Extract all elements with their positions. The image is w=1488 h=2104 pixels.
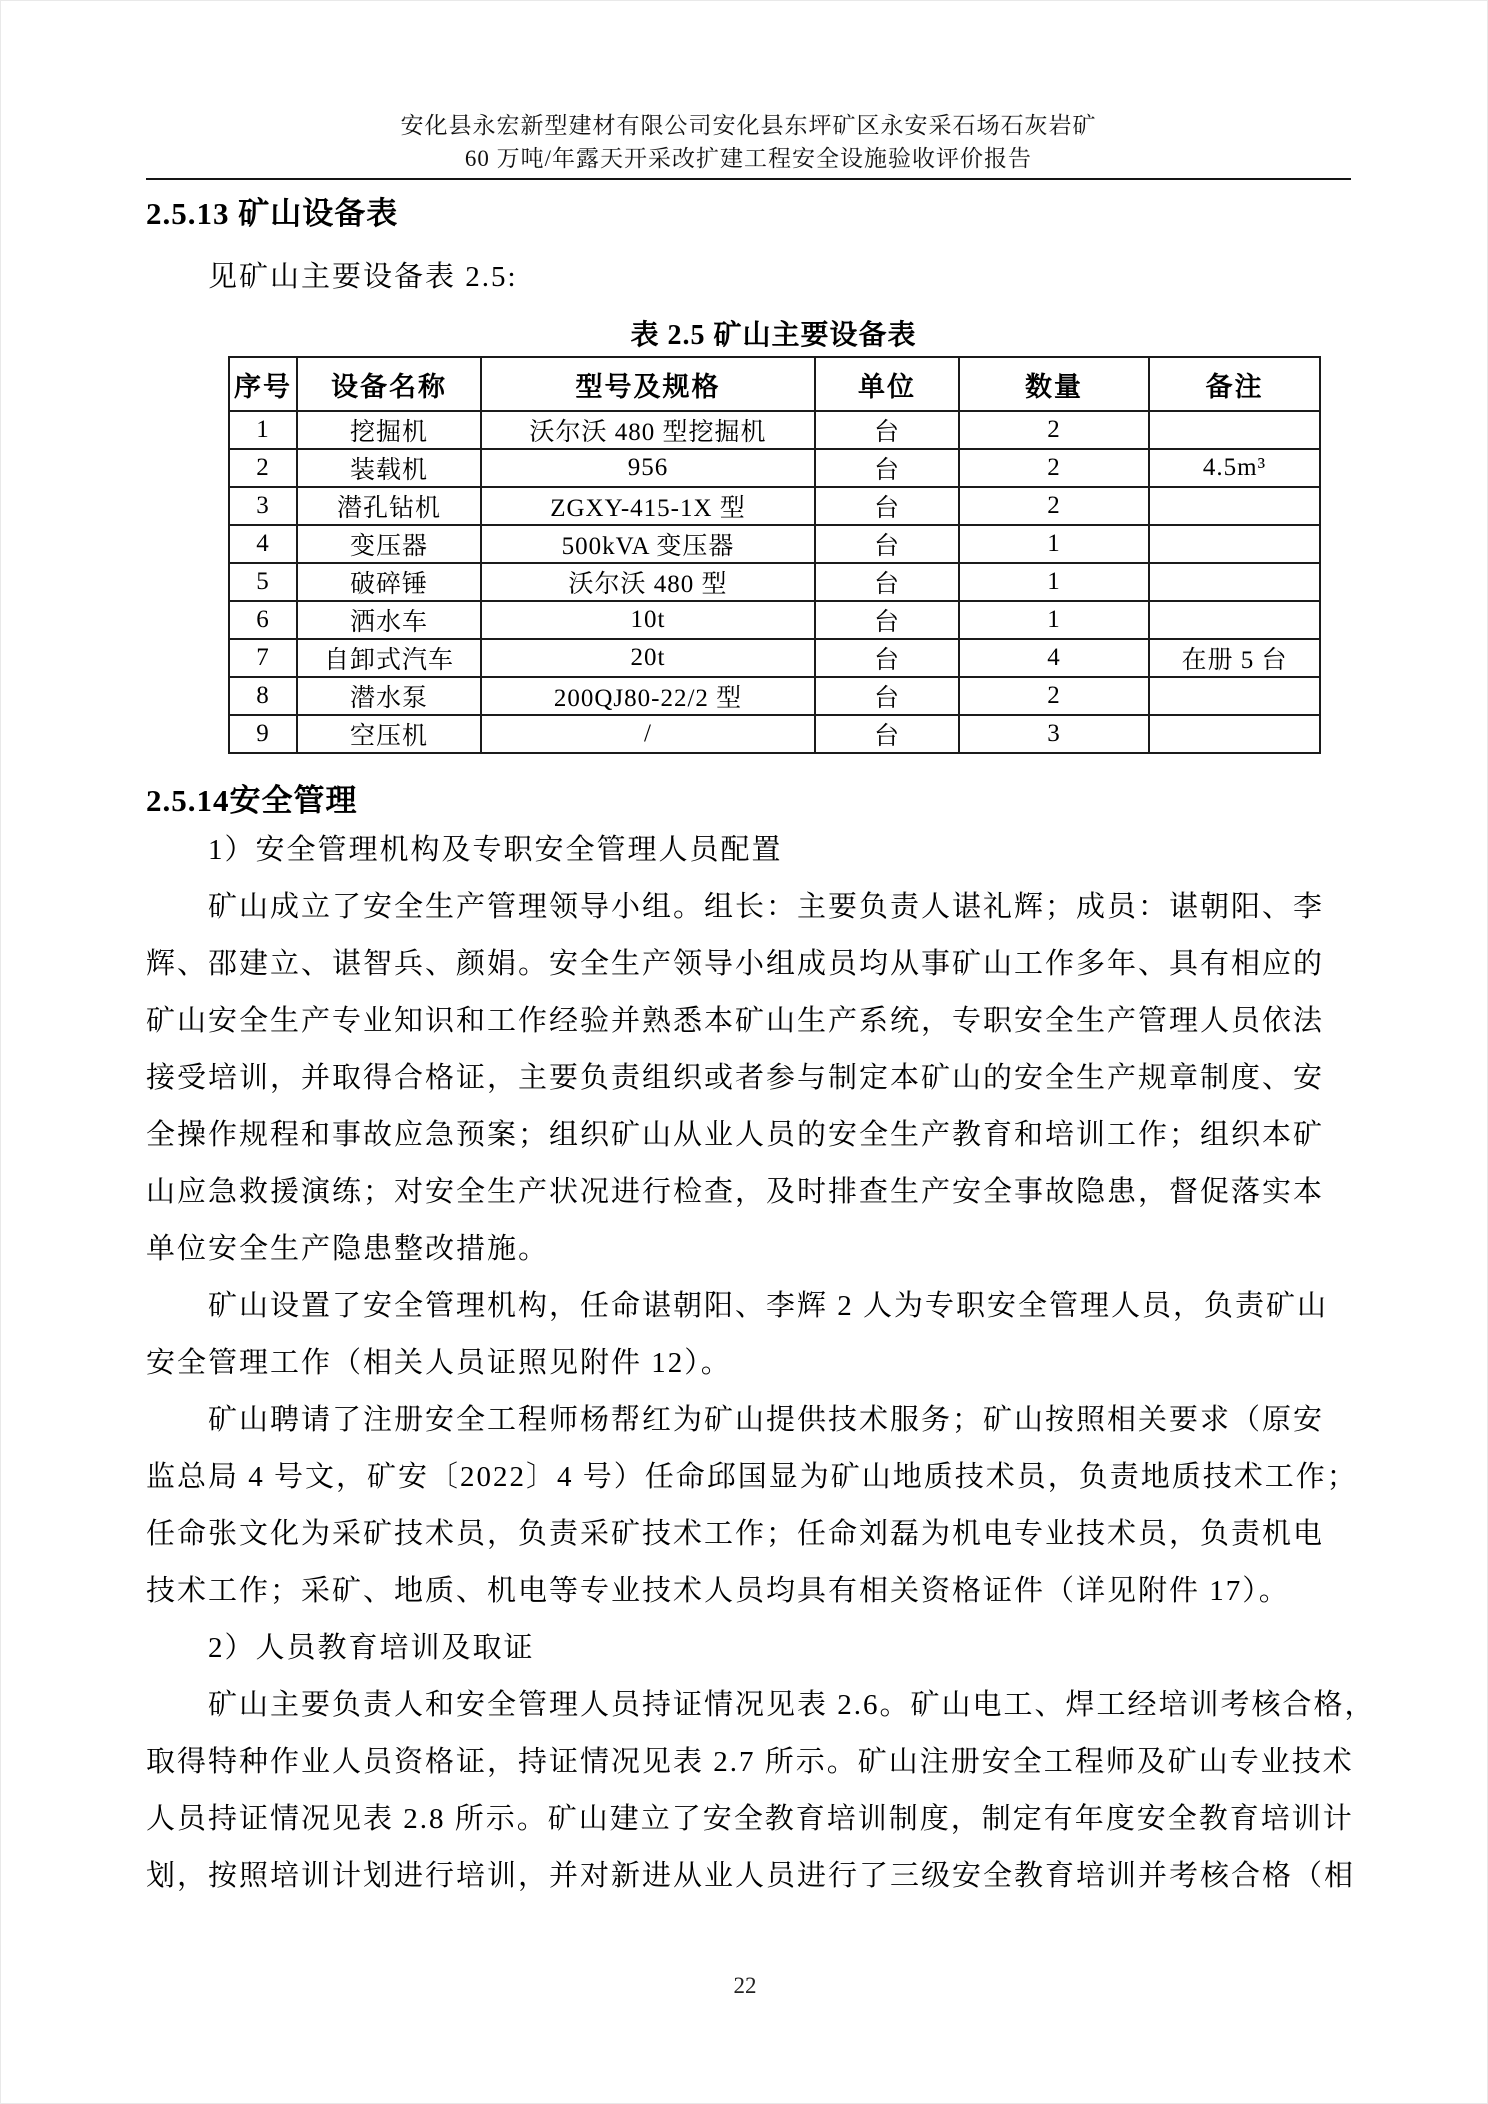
col-header-index: 序号: [229, 357, 297, 411]
section-heading-2-5-14: 2.5.14安全管理: [146, 783, 358, 818]
cell-unit: 台: [815, 563, 959, 601]
cell-remark: [1149, 411, 1320, 449]
cell-unit: 台: [815, 449, 959, 487]
section-heading-2-5-13: 2.5.13 矿山设备表: [146, 196, 399, 231]
cell-model-spec: 20t: [481, 639, 815, 677]
table-row: [229, 525, 1320, 563]
cell-quantity: 2: [959, 487, 1149, 525]
cell-remark: [1149, 563, 1320, 601]
cell-quantity: 2: [959, 411, 1149, 449]
table-row: [229, 449, 1320, 487]
paragraph-line: 任命张文化为采矿技术员，负责采矿技术工作；任命刘磊为机电专业技术员，负责机电: [146, 1518, 1325, 1550]
list-item-1: 1）安全管理机构及专职安全管理人员配置: [208, 834, 783, 866]
cell-device-name: 挖掘机: [297, 411, 481, 449]
equipment-table-wrap: [228, 316, 1319, 754]
table-caption: 表 2.5 矿山主要设备表: [630, 320, 917, 351]
paragraph-line: 矿山主要负责人和安全管理人员持证情况见表 2.6。矿山电工、焊工经培训考核合格，: [208, 1689, 1376, 1721]
paragraph-line: 安全管理工作（相关人员证照见附件 12）。: [146, 1347, 732, 1379]
cell-quantity: 1: [959, 563, 1149, 601]
cell-quantity: 3: [959, 715, 1149, 753]
cell-remark: [1149, 601, 1320, 639]
cell-quantity: 1: [959, 601, 1149, 639]
cell-device-name: 潜水泵: [297, 677, 481, 715]
col-header-model-spec: 型号及规格: [481, 357, 815, 411]
cell-device-name: 装载机: [297, 449, 481, 487]
page-number: 22: [733, 1973, 757, 1998]
table-row: [229, 411, 1320, 449]
cell-quantity: 4: [959, 639, 1149, 677]
page-header-line-2: 60 万吨/年露天开采改扩建工程安全设施验收评价报告: [464, 146, 1033, 171]
paragraph-line: 矿山安全生产专业知识和工作经验并熟悉本矿山生产系统，专职安全生产管理人员依法: [146, 1005, 1325, 1037]
paragraph-line: 矿山设置了安全管理机构，任命谌朝阳、李辉 2 人为专职安全管理人员，负责矿山: [208, 1290, 1329, 1322]
cell-model-spec: 956: [481, 449, 815, 487]
cell-unit: 台: [815, 601, 959, 639]
table-row: [229, 715, 1320, 753]
table-row: [229, 487, 1320, 525]
table-row: [229, 563, 1320, 601]
cell-index: 6: [229, 601, 297, 639]
col-header-quantity: 数量: [959, 357, 1149, 411]
paragraph-line: 山应急救援演练；对安全生产状况进行检查，及时排查生产安全事故隐患，督促落实本: [146, 1176, 1325, 1208]
cell-index: 5: [229, 563, 297, 601]
cell-device-name: 破碎锤: [297, 563, 481, 601]
cell-index: 1: [229, 411, 297, 449]
cell-quantity: 1: [959, 525, 1149, 563]
cell-device-name: 潜孔钻机: [297, 487, 481, 525]
equipment-table: [228, 356, 1321, 754]
cell-model-spec: ZGXY-415-1X 型: [481, 487, 815, 525]
cell-unit: 台: [815, 525, 959, 563]
header-divider: [146, 178, 1351, 180]
list-item-2: 2）人员教育培训及取证: [208, 1632, 535, 1664]
cell-model-spec: 500kVA 变压器: [481, 525, 815, 563]
cell-device-name: 自卸式汽车: [297, 639, 481, 677]
page-header-line-1: 安化县永宏新型建材有限公司安化县东坪矿区永安采石场石灰岩矿: [400, 113, 1097, 138]
cell-device-name: 洒水车: [297, 601, 481, 639]
cell-remark: 在册 5 台: [1149, 639, 1320, 677]
cell-remark: 4.5m³: [1149, 449, 1320, 487]
col-header-device-name: 设备名称: [297, 357, 481, 411]
intro-text: 见矿山主要设备表 2.5:: [208, 261, 518, 293]
cell-remark: [1149, 677, 1320, 715]
paragraph-line: 技术工作；采矿、地质、机电等专业技术人员均具有相关资格证件（详见附件 17）。: [146, 1575, 1290, 1607]
cell-device-name: 变压器: [297, 525, 481, 563]
paragraph-line: 全操作规程和事故应急预案；组织矿山从业人员的安全生产教育和培训工作；组织本矿: [146, 1119, 1325, 1151]
table-header-row: [229, 357, 1320, 411]
table-row: [229, 601, 1320, 639]
document-content: [146, 1, 1376, 1905]
cell-quantity: 2: [959, 449, 1149, 487]
cell-unit: 台: [815, 411, 959, 449]
table-row: [229, 677, 1320, 715]
cell-remark: [1149, 525, 1320, 563]
cell-model-spec: 200QJ80-22/2 型: [481, 677, 815, 715]
col-header-remark: 备注: [1149, 357, 1320, 411]
cell-unit: 台: [815, 677, 959, 715]
table-row: [229, 639, 1320, 677]
paragraph-line: 辉、邵建立、谌智兵、颜娟。安全生产领导小组成员均从事矿山工作多年、具有相应的: [146, 948, 1325, 980]
cell-index: 2: [229, 449, 297, 487]
paragraph-line: 矿山聘请了注册安全工程师杨帮红为矿山提供技术服务；矿山按照相关要求（原安: [208, 1404, 1325, 1436]
cell-model-spec: 沃尔沃 480 型挖掘机: [481, 411, 815, 449]
cell-unit: 台: [815, 487, 959, 525]
cell-remark: [1149, 487, 1320, 525]
cell-device-name: 空压机: [297, 715, 481, 753]
col-header-unit: 单位: [815, 357, 959, 411]
paragraph-line: 取得特种作业人员资格证，持证情况见表 2.7 所示。矿山注册安全工程师及矿山专业技术: [146, 1746, 1354, 1778]
paragraph-line: 人员持证情况见表 2.8 所示。矿山建立了安全教育培训制度，制定有年度安全教育培训计: [146, 1803, 1354, 1835]
cell-quantity: 2: [959, 677, 1149, 715]
cell-unit: 台: [815, 715, 959, 753]
cell-model-spec: 10t: [481, 601, 815, 639]
cell-index: 8: [229, 677, 297, 715]
cell-model-spec: 沃尔沃 480 型: [481, 563, 815, 601]
paragraph-line: 单位安全生产隐患整改措施。: [146, 1233, 550, 1265]
cell-unit: 台: [815, 639, 959, 677]
paragraph-line: 矿山成立了安全生产管理领导小组。组长：主要负责人谌礼辉；成员：谌朝阳、李: [208, 891, 1325, 923]
cell-index: 9: [229, 715, 297, 753]
paragraph-line: 监总局 4 号文，矿安〔2022〕4 号）任命邱国显为矿山地质技术员，负责地质技术工作；: [146, 1461, 1358, 1493]
cell-remark: [1149, 715, 1320, 753]
paragraph-line: 接受培训，并取得合格证，主要负责组织或者参与制定本矿山的安全生产规章制度、安: [146, 1062, 1325, 1094]
cell-index: 4: [229, 525, 297, 563]
cell-model-spec: /: [481, 715, 815, 753]
cell-index: 3: [229, 487, 297, 525]
cell-index: 7: [229, 639, 297, 677]
paragraph-line: 划，按照培训计划进行培训，并对新进从业人员进行了三级安全教育培训并考核合格（相: [146, 1860, 1356, 1892]
